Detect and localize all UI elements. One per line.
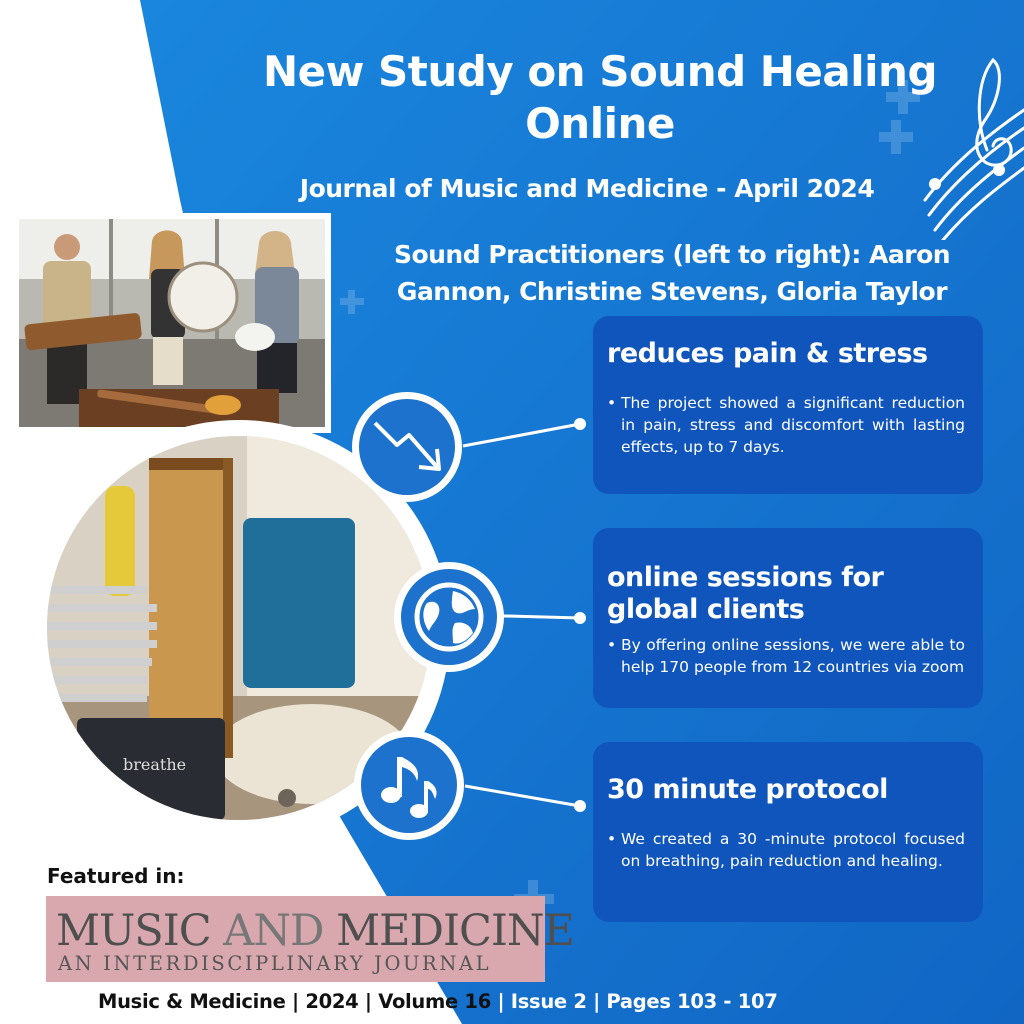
card-protocol	[593, 742, 983, 922]
page-subtitle: Journal of Music and Medicine - April 2024	[299, 174, 875, 203]
card-title: online sessions for global clients	[607, 562, 884, 625]
music-notes-icon-badge	[354, 730, 464, 840]
logo-word-music: MUSIC	[56, 906, 224, 956]
featured-label: Featured in:	[47, 864, 185, 888]
trend-down-icon	[359, 399, 455, 495]
logo-word-and: AND	[223, 906, 324, 956]
globe-icon	[401, 569, 497, 665]
citation-volume: Music & Medicine | 2024 | Volume 16	[98, 990, 491, 1013]
card-online-sessions	[593, 528, 983, 708]
card-title: reduces pain & stress	[607, 338, 928, 369]
card-bullet-text: We created a 30 -minute protocol focused on breathing, pain reduction and healing.	[621, 830, 965, 870]
logo-subtitle: AN INTERDISCIPLINARY JOURNAL	[58, 952, 492, 975]
journal-logo	[46, 896, 574, 982]
card-bullet: • By offering online sessions, we were able to help 170 people from 12 countries via zoom	[607, 636, 965, 676]
trend-down-icon-badge	[352, 392, 462, 502]
card-title: 30 minute protocol	[607, 774, 888, 805]
card-bullet: • The project showed a significant reduction in pain, stress and discomfort with lasting effects, up to 7 days.	[607, 394, 965, 456]
logo-title	[56, 906, 574, 956]
practitioners-caption: Sound Practitioners (left to right): Aaron Gannon, Christine Stevens, Gloria Taylor	[393, 240, 951, 306]
citation-issue-pages: | Issue 2 | Pages 103 - 107	[490, 990, 778, 1013]
globe-icon-badge	[394, 562, 504, 672]
card-pain-stress	[593, 316, 983, 494]
card-bullet: • We created a 30 -minute protocol focused on breathing, pain reduction and healing.	[607, 830, 965, 870]
logo-word-medicine: MEDICINE	[323, 906, 574, 956]
page-title: New Study on Sound Healing Online	[262, 47, 938, 148]
card-bullet-text: The project showed a significant reduction in pain, stress and discomfort with lasting effects, up to 7 days.	[621, 394, 965, 456]
music-notes-icon	[361, 737, 457, 833]
laptop-text: breathe	[123, 755, 187, 774]
citation-footer	[98, 990, 778, 1013]
card-bullet-text: By offering online sessions, we were able to help 170 people from 12 countries via zoom	[621, 636, 965, 676]
